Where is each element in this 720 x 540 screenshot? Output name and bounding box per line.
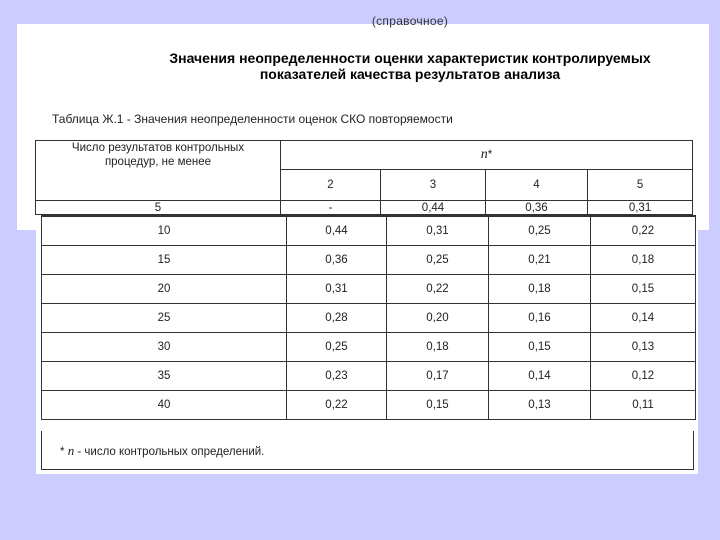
- value-cell: 0,22: [287, 391, 387, 420]
- footnote-n-symbol: n: [67, 443, 75, 458]
- value-cell: 0,28: [287, 304, 387, 333]
- row-count-cell: 30: [42, 333, 287, 362]
- header-count-label-line-2: процедур, не менее: [104, 156, 212, 168]
- value-cell: 0,31: [387, 217, 489, 246]
- value-cell: 0,23: [287, 362, 387, 391]
- column-header: 3: [381, 170, 486, 201]
- table-body: [41, 215, 696, 420]
- value-cell: 0,15: [591, 275, 696, 304]
- value-cell: 0,18: [591, 246, 696, 275]
- title-line-2: показателей качества результатов анализа: [259, 66, 561, 82]
- value-cell: 0,11: [591, 391, 696, 420]
- row-count-cell: 40: [42, 391, 287, 420]
- value-cell: 0,25: [387, 246, 489, 275]
- value-cell: -: [281, 201, 381, 215]
- value-cell: 0,31: [287, 275, 387, 304]
- value-cell: 0,13: [489, 391, 591, 420]
- row-count-cell: 20: [42, 275, 287, 304]
- value-cell: 0,15: [387, 391, 489, 420]
- table-header: [35, 140, 693, 215]
- title-line-1: Значения неопределенности оценки характеристик контролируемых: [169, 50, 651, 66]
- table-row: [36, 201, 693, 215]
- value-cell: 0,36: [287, 246, 387, 275]
- value-cell: 0,31: [588, 201, 693, 215]
- value-cell: 0,21: [489, 246, 591, 275]
- value-cell: 0,15: [489, 333, 591, 362]
- row-count-cell: 25: [42, 304, 287, 333]
- value-cell: 0,44: [381, 201, 486, 215]
- value-cell: 0,22: [591, 217, 696, 246]
- appendix-label: (справочное): [371, 14, 449, 28]
- table-row: [42, 362, 696, 391]
- value-cell: 0,12: [591, 362, 696, 391]
- table-row: [42, 391, 696, 420]
- value-cell: 0,18: [489, 275, 591, 304]
- table-row: [42, 304, 696, 333]
- table-row: [42, 217, 696, 246]
- value-cell: 0,22: [387, 275, 489, 304]
- value-cell: 0,17: [387, 362, 489, 391]
- value-cell: 0,14: [591, 304, 696, 333]
- header-count-label-line-1: Число результатов контрольных: [71, 142, 245, 154]
- value-cell: 0,36: [486, 201, 588, 215]
- column-header: 2: [281, 170, 381, 201]
- value-cell: 0,25: [489, 217, 591, 246]
- row-count-cell: 5: [36, 201, 281, 215]
- header-n-suffix: *: [487, 149, 493, 161]
- row-count-cell: 35: [42, 362, 287, 391]
- value-cell: 0,44: [287, 217, 387, 246]
- value-cell: 0,16: [489, 304, 591, 333]
- value-cell: 0,14: [489, 362, 591, 391]
- header-count-label: [36, 141, 281, 201]
- header-n-cell: [281, 141, 693, 170]
- row-count-cell: 15: [42, 246, 287, 275]
- table-row: [42, 246, 696, 275]
- footnote-text: - число контрольных определений.: [74, 446, 265, 458]
- value-cell: 0,20: [387, 304, 489, 333]
- column-header: 5: [588, 170, 693, 201]
- table-footnote: [60, 443, 264, 459]
- footnote-marker: *: [60, 446, 65, 458]
- value-cell: 0,25: [287, 333, 387, 362]
- row-count-cell: 10: [42, 217, 287, 246]
- column-header: 4: [486, 170, 588, 201]
- table-row: [42, 275, 696, 304]
- table-row: [42, 333, 696, 362]
- table-caption: Таблица Ж.1 - Значения неопределенности оценок СКО повторяемости: [52, 112, 453, 126]
- value-cell: 0,18: [387, 333, 489, 362]
- value-cell: 0,13: [591, 333, 696, 362]
- header-n-symbol: n: [480, 147, 488, 162]
- document-title: [110, 50, 710, 82]
